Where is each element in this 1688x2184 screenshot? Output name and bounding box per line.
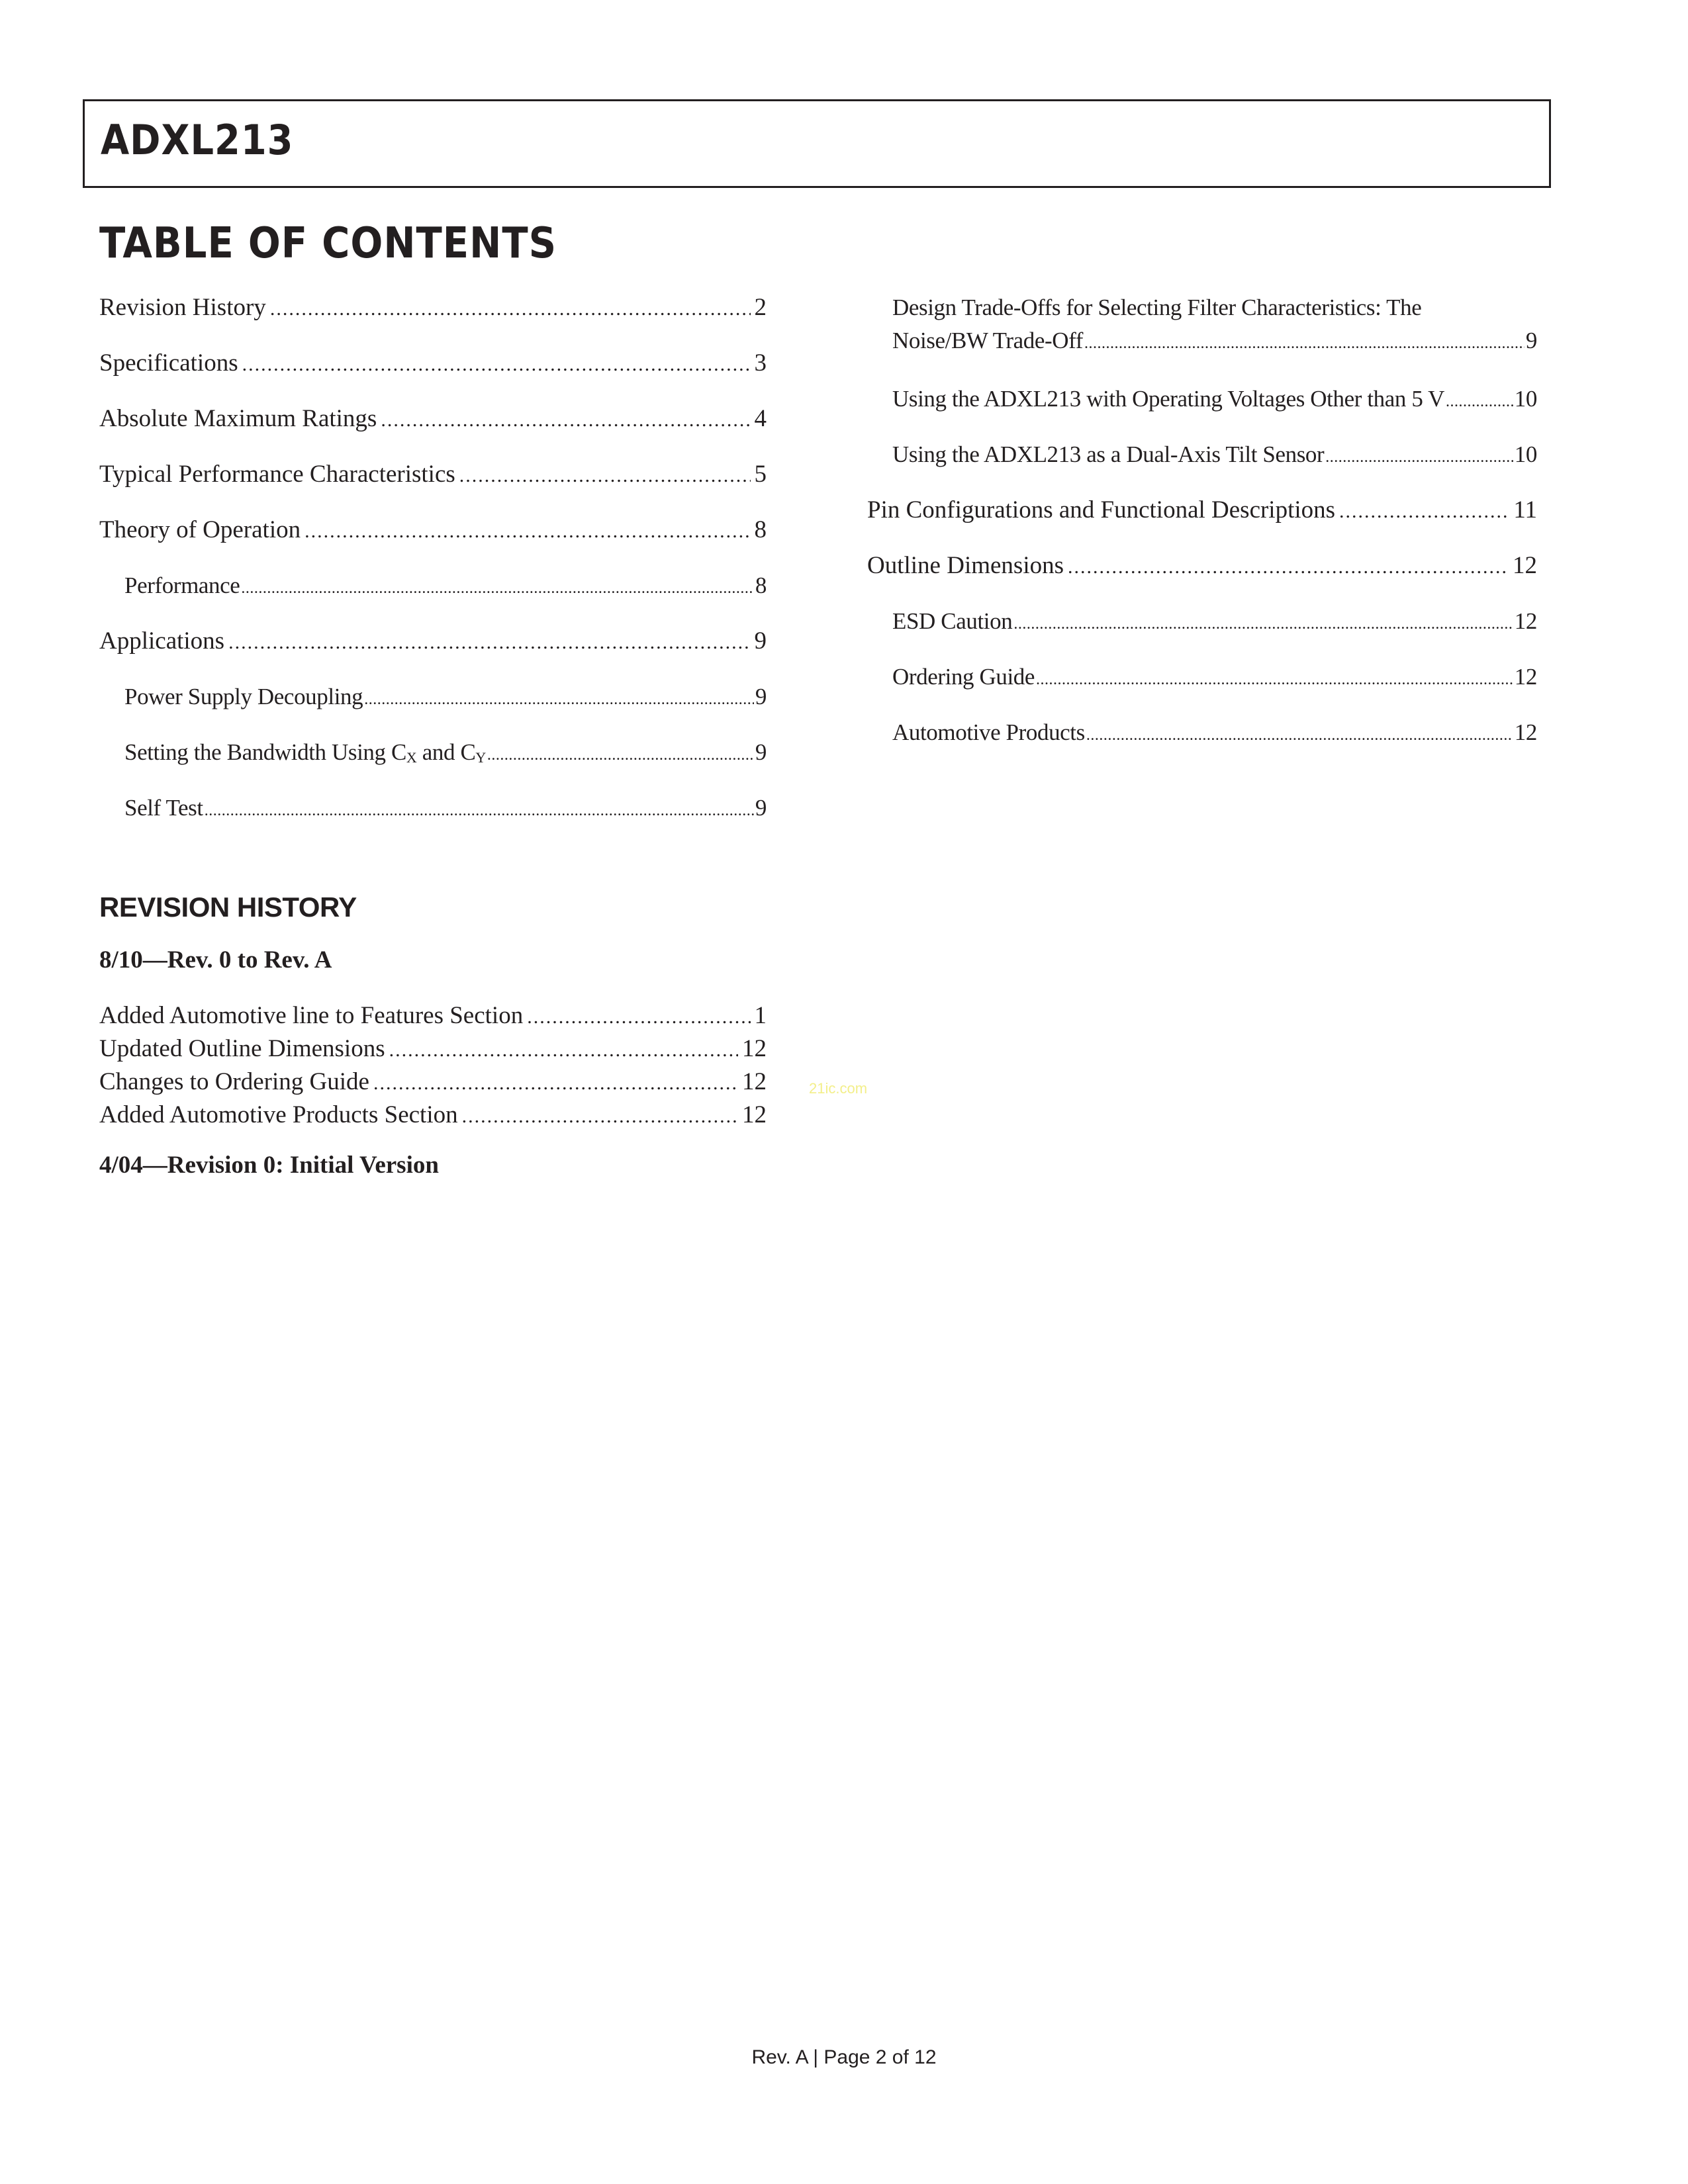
revision-history-heading: REVISION HISTORY [99, 891, 357, 923]
toc-entry-page: 9 [755, 739, 767, 765]
revision-change-item[interactable] [99, 1066, 767, 1099]
toc-leader [1339, 495, 1509, 528]
toc-entry-theory-of-operation[interactable] [99, 514, 767, 547]
toc-entry-page: 9 [755, 795, 767, 821]
toc-entry-label: Outline Dimensions [867, 552, 1064, 579]
toc-entry-label: ESD Caution [892, 608, 1013, 634]
toc-left-column [99, 291, 767, 847]
page-footer: Rev. A | Page 2 of 12 [751, 2046, 937, 2068]
toc-leader [487, 739, 754, 772]
toc-entry-page: 8 [754, 516, 767, 543]
revision-a-title: 8/10—Rev. 0 to Rev. A [99, 946, 332, 974]
toc-entry-label: Performance [124, 572, 240, 598]
revision-change-item[interactable] [99, 1099, 767, 1132]
toc-leader [305, 515, 750, 548]
toc-entry-outline-dimensions[interactable] [867, 549, 1537, 582]
subscript-x: X [406, 749, 417, 766]
toc-leader [459, 459, 751, 492]
toc-entry-tilt-sensor[interactable] [867, 438, 1537, 471]
toc-entry-performance[interactable] [99, 569, 767, 602]
toc-leader [527, 1001, 750, 1034]
toc-entry-page: 3 [754, 349, 767, 377]
revision-0-title: 4/04—Revision 0: Initial Version [99, 1152, 439, 1179]
toc-leader [1086, 719, 1513, 752]
toc-leader [242, 348, 751, 381]
toc-entry-page: 10 [1514, 386, 1537, 412]
part-number: ADXL213 [101, 116, 294, 164]
toc-leader [389, 1034, 738, 1067]
toc-entry-page: 5 [754, 461, 767, 488]
toc-entry-ordering-guide[interactable] [867, 660, 1537, 694]
toc-entry-page: 11 [1513, 496, 1537, 523]
toc-leader [462, 1100, 738, 1133]
revision-change-label: Changes to Ordering Guide [99, 1068, 369, 1095]
toc-entry-design-tradeoffs[interactable] [867, 291, 1537, 360]
toc-right-column [867, 291, 1537, 772]
toc-entry-page: 8 [755, 572, 767, 598]
toc-entry-applications[interactable] [99, 625, 767, 658]
revision-change-item[interactable] [99, 1032, 767, 1066]
toc-entry-absolute-maximum-ratings[interactable] [99, 402, 767, 435]
revision-change-page: 12 [742, 1101, 767, 1128]
subscript-y: Y [475, 749, 486, 766]
toc-leader [270, 293, 751, 326]
toc-entry-page: 2 [754, 294, 767, 321]
toc-entry-label: Power Supply Decoupling [124, 684, 363, 709]
toc-leader [1084, 327, 1524, 360]
watermark: 21ic.com [809, 1080, 868, 1097]
toc-entry-specifications[interactable] [99, 347, 767, 380]
toc-leader [1068, 551, 1509, 584]
toc-label-text: and C [416, 739, 476, 765]
toc-entry-label: Ordering Guide [892, 664, 1035, 690]
toc-entry-typical-performance[interactable] [99, 458, 767, 491]
toc-leader [364, 683, 754, 716]
revision-change-page: 1 [754, 1002, 767, 1029]
toc-entry-page: 12 [1513, 552, 1537, 579]
toc-leader [381, 404, 750, 437]
toc-leader [1325, 441, 1513, 474]
toc-entry-automotive-products[interactable] [867, 716, 1537, 749]
toc-entry-label: Specifications [99, 349, 238, 377]
toc-entry-label: Absolute Maximum Ratings [99, 405, 377, 432]
toc-entry-page: 12 [1514, 664, 1537, 690]
toc-entry-page: 12 [1514, 608, 1537, 634]
toc-entry-operating-voltages[interactable] [867, 383, 1537, 416]
toc-leader [1446, 385, 1513, 418]
toc-entry-label: Pin Configurations and Functional Descriptions [867, 496, 1336, 523]
toc-entry-label: Noise/BW Trade-Off [892, 328, 1084, 353]
toc-entry-label: Self Test [124, 795, 203, 821]
toc-entry-label: Using the ADXL213 as a Dual-Axis Tilt Sensor [892, 441, 1325, 467]
toc-entry-page: 9 [1525, 328, 1537, 353]
toc-entry-page: 10 [1514, 441, 1537, 467]
revision-change-item[interactable] [99, 999, 767, 1032]
toc-label-text: Setting the Bandwidth Using C [124, 739, 406, 765]
toc-entry-page: 9 [755, 684, 767, 709]
toc-title: TABLE OF CONTENTS [99, 219, 557, 268]
toc-entry-label: Automotive Products [892, 719, 1085, 745]
revision-change-page: 12 [742, 1068, 767, 1095]
toc-entry-self-test[interactable] [99, 792, 767, 825]
toc-entry-label: Revision History [99, 294, 266, 321]
toc-entry-label: Typical Performance Characteristics [99, 461, 455, 488]
revision-change-page: 12 [742, 1035, 767, 1062]
toc-entry-pin-configurations[interactable] [867, 494, 1537, 527]
revision-change-label: Added Automotive line to Features Section [99, 1002, 524, 1029]
toc-entry-revision-history[interactable] [99, 291, 767, 324]
toc-entry-label: Using the ADXL213 with Operating Voltages Other than 5 V [892, 386, 1445, 412]
revision-change-label: Added Automotive Products Section [99, 1101, 458, 1128]
toc-leader [228, 626, 750, 659]
toc-entry-page: 9 [754, 627, 767, 655]
toc-entry-label: Applications [99, 627, 225, 655]
toc-entry-label-line1: Design Trade-Offs for Selecting Filter Characteristics: The [892, 295, 1422, 320]
revision-change-label: Updated Outline Dimensions [99, 1035, 385, 1062]
toc-entry-page: 4 [754, 405, 767, 432]
toc-leader [373, 1067, 738, 1100]
toc-entry-label [124, 736, 486, 774]
revision-a-changes [99, 999, 767, 1132]
toc-leader [1013, 608, 1513, 641]
toc-leader [205, 794, 754, 827]
toc-entry-setting-bandwidth[interactable] [99, 736, 767, 769]
header-box [83, 99, 1551, 188]
toc-leader [1036, 663, 1513, 696]
toc-entry-page: 12 [1514, 719, 1537, 745]
toc-entry-power-supply-decoupling[interactable] [99, 680, 767, 713]
toc-leader [241, 572, 753, 605]
toc-entry-label: Theory of Operation [99, 516, 301, 543]
toc-entry-label-line2 [892, 324, 1537, 360]
toc-entry-esd-caution[interactable] [867, 605, 1537, 638]
